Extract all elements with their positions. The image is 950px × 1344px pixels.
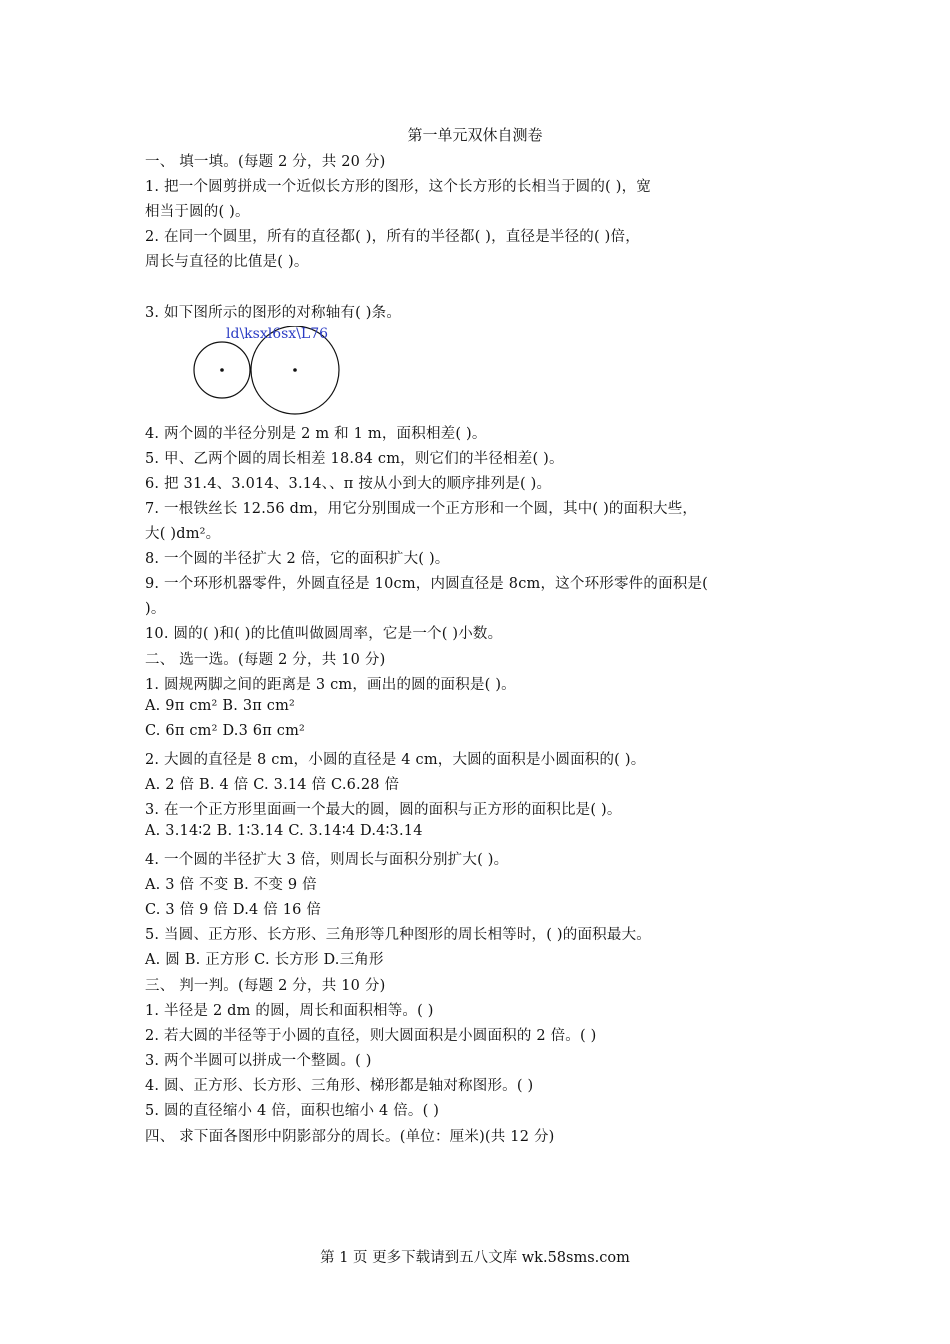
question-text: 8. 一个圆的半径扩大 2 倍，它的面积扩大( )。 xyxy=(145,551,450,567)
option-text: A. 圆 B. 正方形 C. 长方形 D.三角形 xyxy=(145,952,384,968)
question-text: 2. 若大圆的半径等于小圆的直径，则大圆面积是小圆面积的 2 倍。( ) xyxy=(145,1028,597,1044)
question-text: 3. 两个半圆可以拼成一个整圆。( ) xyxy=(145,1053,372,1069)
question-text: 6. 把 31.4、3.014、3.14、、π 按从小到大的顺序排列是( )。 xyxy=(145,476,552,492)
question-text: 5. 圆的直径缩小 4 倍，面积也缩小 4 倍。( ) xyxy=(145,1103,440,1119)
question-text: 7. 一根铁丝长 12.56 dm，用它分别围成一个正方形和一个圆，其中( )的面积大些， xyxy=(145,501,698,517)
question-text: )。 xyxy=(145,601,166,617)
question-text: 9. 一个环形机器零件，外圆直径是 10cm，内圆直径是 8cm，这个环形零件的面积是( xyxy=(145,576,709,592)
question-text: 4. 两个圆的半径分别是 2 m 和 1 m，面积相差( )。 xyxy=(145,426,487,442)
section-4-heading: 四、 求下面各图形中阴影部分的周长。(单位：厘米)(共 12 分) xyxy=(145,1129,555,1145)
question-text: 相当于圆的( )。 xyxy=(145,204,250,220)
question-text: 10. 圆的( )和( )的比值叫做圆周率，它是一个( )小数。 xyxy=(145,626,503,642)
option-text: A. 3.14∶2 B. 1∶3.14 C. 3.14∶4 D.4∶3.14 xyxy=(145,823,423,839)
question-text: 2. 在同一个圆里，所有的直径都( )，所有的半径都( )，直径是半径的( )倍， xyxy=(145,229,640,245)
option-text: A. 3 倍 不变 B. 不变 9 倍 xyxy=(145,877,317,893)
question-text: 3. 如下图所示的图形的对称轴有( )条。 xyxy=(145,305,402,321)
two-circles-figure xyxy=(190,326,350,418)
option-text: C. 3 倍 9 倍 D.4 倍 16 倍 xyxy=(145,902,322,918)
question-text: 2. 大圆的直径是 8 cm，小圆的直径是 4 cm，大圆的面积是小圆面积的( )。 xyxy=(145,752,646,768)
option-text: A. 9π cm² B. 3π cm² xyxy=(145,698,296,714)
option-text: C. 6π cm² D.3 6π cm² xyxy=(145,723,306,739)
question-text: 周长与直径的比值是( )。 xyxy=(145,254,309,270)
question-text: 1. 把一个圆剪拼成一个近似长方形的图形，这个长方形的长相当于圆的( )，宽 xyxy=(145,179,651,195)
section-2-heading: 二、 选一选。(每题 2 分，共 10 分) xyxy=(145,652,386,668)
page-title: 第一单元双休自测卷 xyxy=(407,126,543,144)
question-text: 4. 圆、正方形、长方形、三角形、梯形都是轴对称图形。( ) xyxy=(145,1078,534,1094)
question-text: 5. 甲、乙两个圆的周长相差 18.84 cm，则它们的半径相差( )。 xyxy=(145,451,564,467)
figure-caption: ld\ksxl6sx\L76 xyxy=(226,326,329,342)
question-text: 大( )dm²。 xyxy=(145,526,221,542)
large-circle-center xyxy=(293,368,297,372)
question-text: 5. 当圆、正方形、长方形、三角形等几种图形的周长相等时，( )的面积最大。 xyxy=(145,927,651,943)
question-text: 4. 一个圆的半径扩大 3 倍，则周长与面积分别扩大( )。 xyxy=(145,852,509,868)
option-text: A. 2 倍 B. 4 倍 C. 3.14 倍 C.6.28 倍 xyxy=(145,777,400,793)
question-text: 3. 在一个正方形里面画一个最大的圆，圆的面积与正方形的面积比是( )。 xyxy=(145,802,622,818)
small-circle-center xyxy=(220,368,224,372)
page-footer: 第 1 页 更多下载请到五八文库 wk.58sms.com xyxy=(320,1250,630,1266)
section-1-heading: 一、 填一填。(每题 2 分，共 20 分) xyxy=(145,154,386,170)
question-text: 1. 圆规两脚之间的距离是 3 cm，画出的圆的面积是( )。 xyxy=(145,677,516,693)
section-3-heading: 三、 判一判。(每题 2 分，共 10 分) xyxy=(145,978,386,994)
question-text: 1. 半径是 2 dm 的圆，周长和面积相等。( ) xyxy=(145,1003,434,1019)
